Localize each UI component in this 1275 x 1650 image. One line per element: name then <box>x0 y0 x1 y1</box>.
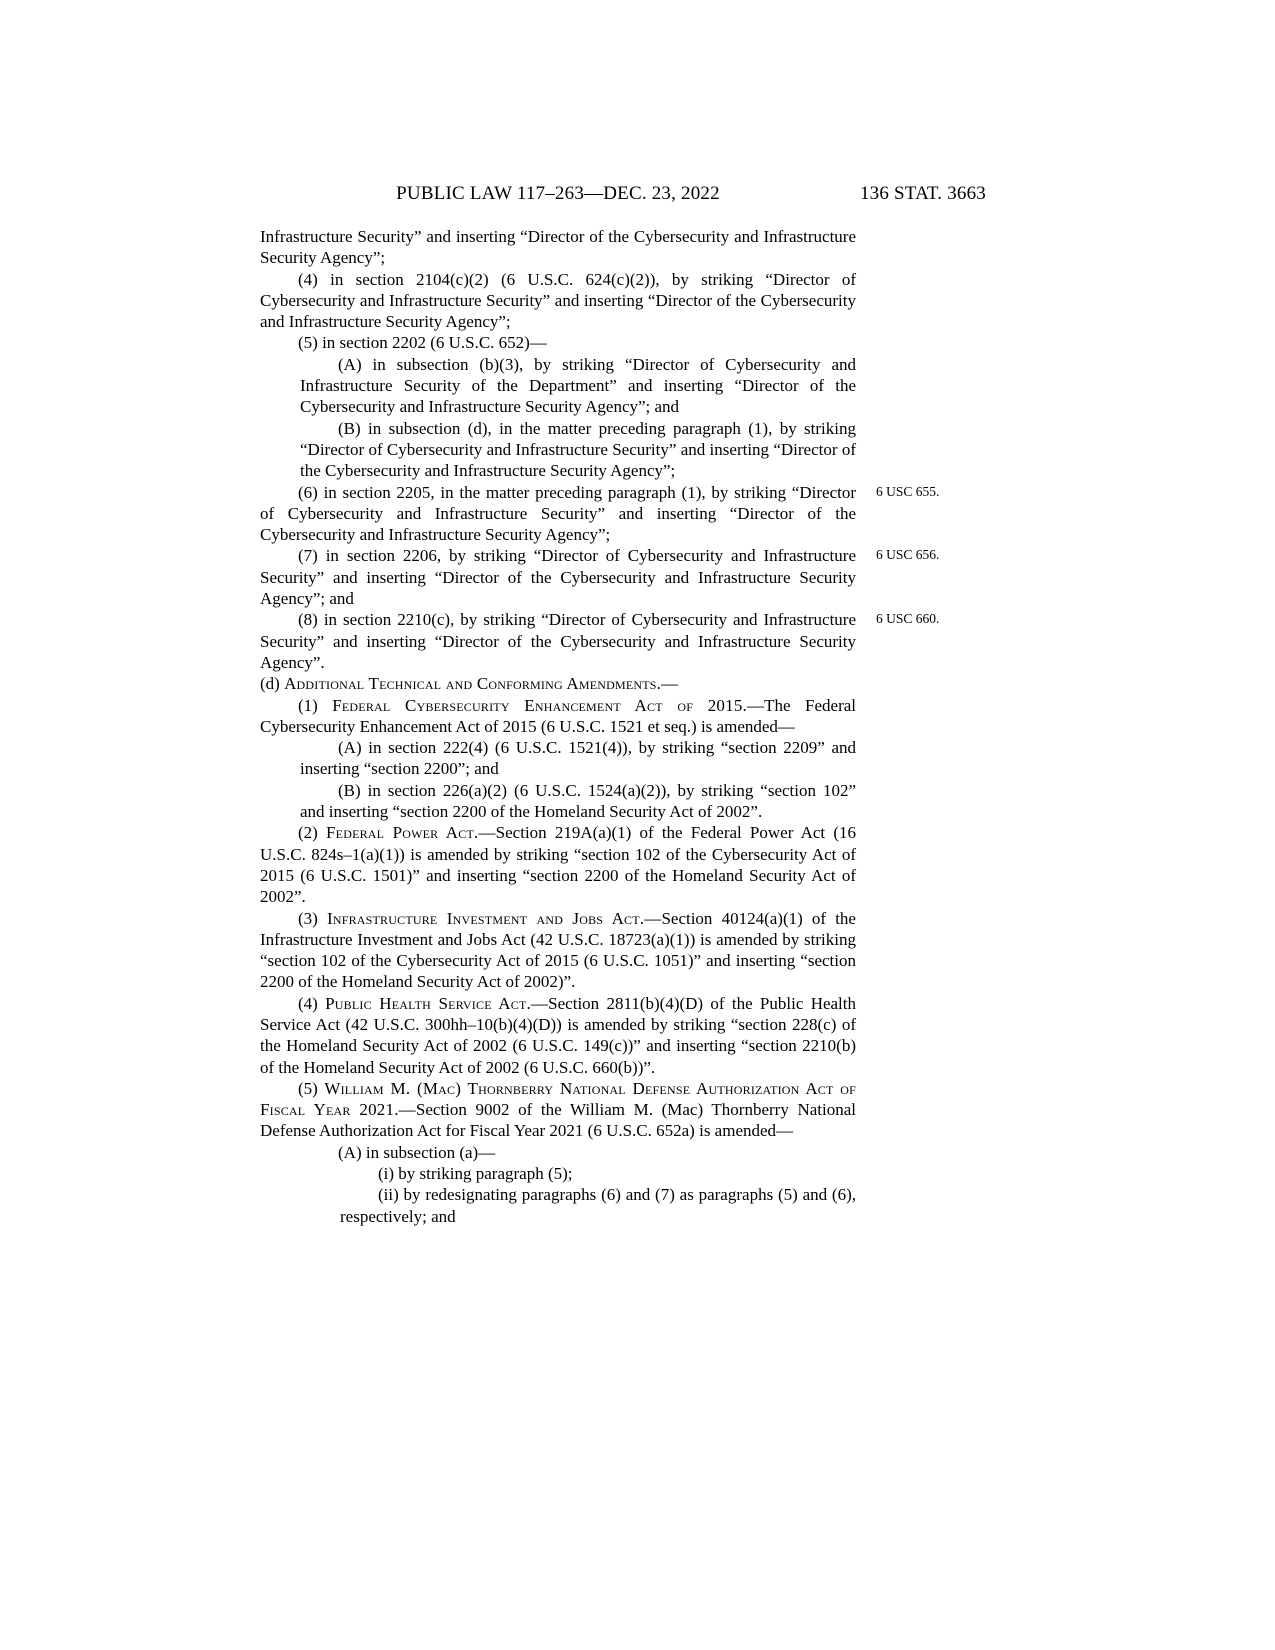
margin-note-usc-655: 6 USC 655. <box>876 483 940 499</box>
subparagraph-B <box>300 418 856 482</box>
paragraph-d2 <box>260 822 856 907</box>
subparagraph-d1-B <box>300 780 856 823</box>
paragraph-text: (4) in section 2104(c)(2) (6 U.S.C. 624(c)(2)), by striking “Director of Cybersecurity and Infrastructure Security” and inserting “Director of the Cybersecurity and Infrastructure Security Agency”; <box>260 269 856 332</box>
paragraph-text: Infrastructure Security” and inserting “Director of the Cybersecurity and Infrastructure Security Agency”; <box>260 227 856 268</box>
page-header <box>260 182 986 208</box>
paragraph-text: Section 40124(a)(1) of the Infrastructure Investment and Jobs Act (42 U.S.C. 18723(a)(1)) is amended by striking “section 102 of the Cybersecurity Act of 2015 (6 U.S.C. 1051)” and inserting “section 2200 of the Homeland Security Act of 2002)”. <box>260 908 856 992</box>
paragraph-text: (8) in section 2210(c), by striking “Director of Cybersecurity and Infrastructure Security” and inserting “Director of the Cybersecurity and Infrastructure Security Agency”. <box>260 610 856 672</box>
paragraph-6 <box>260 482 940 546</box>
subparagraph-d1-A <box>300 737 856 780</box>
paragraph-4 <box>260 269 856 333</box>
paragraph-d5 <box>260 1078 856 1142</box>
paragraph-text: Section 9002 of the William M. (Mac) Thornberry National Defense Authorization Act for Fiscal Year 2021 (6 U.S.C. 652a) is amended— <box>260 1100 856 1141</box>
margin-note-usc-660: 6 USC 660. <box>876 611 940 627</box>
paragraph-text: (1) <box>298 695 333 715</box>
paragraph-text: (A) in section 222(4) (6 U.S.C. 1521(4)), by striking “section 2209” and inserting “section 2200”; and <box>300 738 856 779</box>
smallcaps-heading: Public Health Service Act.— <box>325 993 549 1013</box>
paragraph-text: (A) in subsection (a)— <box>338 1142 496 1162</box>
paragraph-text: (B) in subsection (d), in the matter preceding paragraph (1), by striking “Director of Cybersecurity and Infrastructure Security” and inserting “Director of the Cybersecurity and Infrastructure Security Agency”; <box>300 418 856 481</box>
smallcaps-heading: Additional Technical and Conforming Amendments.— <box>284 674 679 694</box>
margin-note-usc-656: 6 USC 656. <box>876 547 940 563</box>
paragraph-text: (A) in subsection (b)(3), by striking “Director of Cybersecurity and Infrastructure Security of the Department” and inserting “Director of the Cybersecurity and Infrastructure Security Agency”; and <box>300 354 856 417</box>
paragraph-text: (6) in section 2205, in the matter preceding paragraph (1), by striking “Director of Cybersecurity and Infrastructure Security” and inserting “Director of the Cybersecurity and Infrastructure Security Agency”; <box>260 482 856 545</box>
paragraph-text: (B) in section 226(a)(2) (6 U.S.C. 1524(a)(2)), by striking “section 102” and inserting “section 2200 of the Homeland Security Act of 2002”. <box>300 780 856 822</box>
smallcaps-heading: Infrastructure Investment and Jobs Act.— <box>326 908 662 928</box>
paragraph-text: Section 2811(b)(4)(D) of the Public Health Service Act (42 U.S.C. 300hh–10(b)(4)(D)) is amended by striking “section 228(c) of the Homeland Security Act of 2002 (6 U.S.C. 149(c))” and inserting “section 2210(b) of the Homeland Security Act of 2002 (6 U.S.C. 660(b))”. <box>260 993 857 1077</box>
smallcaps-heading: William M. (Mac) Thornberry National Defense Authorization Act of Fiscal Year 2021.— <box>260 1078 856 1120</box>
paragraph-text: (4) <box>298 993 326 1013</box>
clause-ii <box>340 1184 856 1227</box>
paragraph-continuation <box>260 226 856 269</box>
smallcaps-heading: Federal Cybersecurity Enhancement Act of 2015.— <box>332 695 765 715</box>
paragraph-text: (3) <box>298 908 327 928</box>
paragraph-text: (5) in section 2202 (6 U.S.C. 652)— <box>298 333 547 353</box>
paragraph-d1 <box>260 695 856 738</box>
paragraph-d3 <box>260 908 856 993</box>
paragraph-text: (5) <box>298 1078 325 1098</box>
paragraph-d4 <box>260 993 856 1078</box>
paragraph-7 <box>260 545 940 609</box>
subsection-d-heading <box>260 673 856 694</box>
law-title: PUBLIC LAW 117–263—DEC. 23, 2022 <box>396 183 720 204</box>
paragraph-8 <box>260 609 940 673</box>
subparagraph-A <box>300 354 856 418</box>
clause-i <box>340 1163 856 1184</box>
paragraph-text: (ii) by redesignating paragraphs (6) and (7) as paragraphs (5) and (6), respectively; and <box>340 1185 856 1226</box>
paragraph-5 <box>260 332 856 353</box>
paragraph-text: (d) <box>260 674 285 694</box>
paragraph-text: (i) by striking paragraph (5); <box>378 1164 573 1184</box>
paragraph-text: Section 219A(a)(1) of the Federal Power Act (16 U.S.C. 824s–1(a)(1)) is amended by striking “section 102 of the Cybersecurity Act of 2015 (6 U.S.C. 1501)” and inserting “section 2200 of the Homeland Security Act of 2002”. <box>260 823 856 907</box>
stat-page-number: 136 STAT. 3663 <box>859 183 986 204</box>
subparagraph-d5-A <box>300 1142 856 1163</box>
paragraph-text: (7) in section 2206, by striking “Director of Cybersecurity and Infrastructure Security” and inserting “Director of the Cybersecurity and Infrastructure Security Agency”; and <box>260 546 856 609</box>
paragraph-text: The Federal Cybersecurity Enhancement Act of 2015 (6 U.S.C. 1521 et seq.) is amended— <box>260 695 856 736</box>
smallcaps-heading: Federal Power Act.— <box>326 823 496 843</box>
statute-text <box>260 226 940 1227</box>
paragraph-text: (2) <box>298 823 327 843</box>
